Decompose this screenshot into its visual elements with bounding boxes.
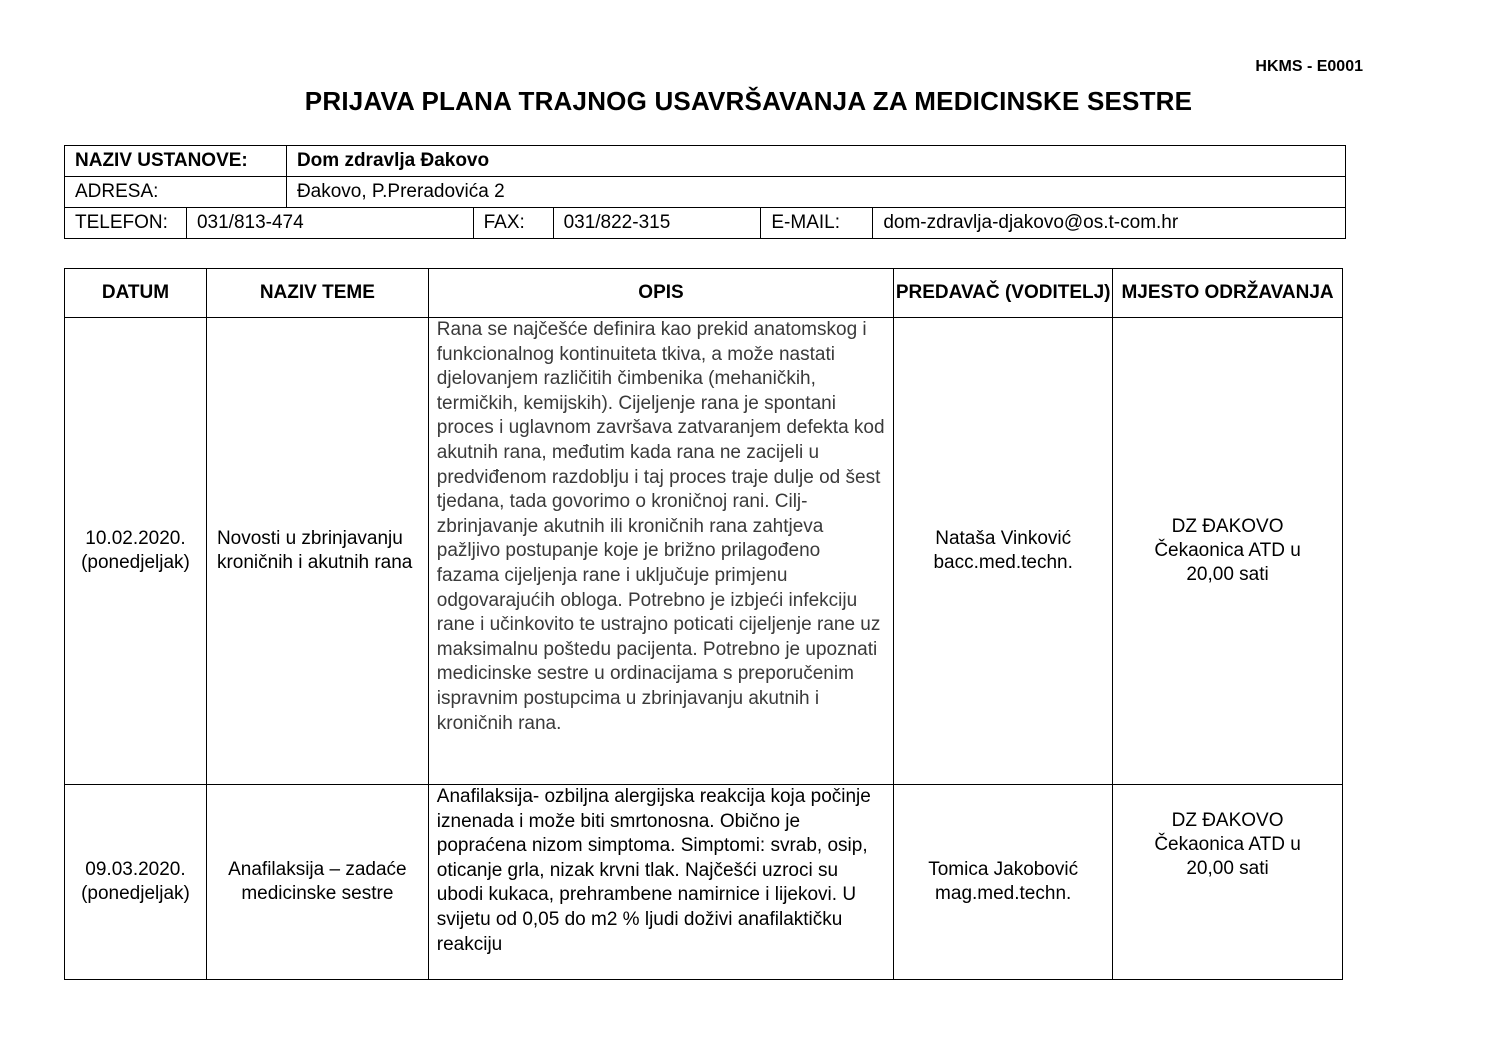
- place-cell: [1113, 785, 1343, 980]
- place-cell: [1113, 318, 1343, 785]
- fax-label: FAX:: [473, 208, 553, 239]
- description-cell: Rana se najčešće definira kao prekid anatomskog i funkcionalnog kontinuiteta tkiva, a može nastati djelovanjem različitih čimbenika (mehaničkih, termičkih, kemijskih). Cijeljenje rana je spontani proces i uglavnom završava zatvaranjem defekta kod akutnih rana, međutim kada rana ne zacijeli u predviđenom razdoblju i taj proces traje dulje od šest tjedana, tada govorimo o kroničnoj rani. Cilj- zbrinjavanje akutnih ili kroničnih rana zahtjeva pažljivo postupanje koje je brižno prilagođeno fazama cijeljenja rane i uključuje primjenu odgovarajućih obloga. Potrebno je izbjeći infekciju rane i učinkovito te ustrajno poticati cijeljenje rane uz maksimalnu poštedu pacijenta. Potrebno je upoznati medicinske sestre u ordinacijama s preporučenim ispravnim postupcima u zbrinjavanju akutnih i kroničnih rana.: [428, 318, 893, 785]
- date-cell: [65, 318, 207, 785]
- institution-name-row: [65, 146, 1346, 177]
- weekday: (ponedjeljak): [81, 552, 190, 573]
- lecturer-name: Nataša Vinković: [935, 528, 1072, 549]
- institution-name-label: NAZIV USTANOVE:: [65, 146, 287, 177]
- training-plan-table: [64, 268, 1343, 980]
- place-line: 20,00 sati: [1186, 858, 1269, 879]
- document-code: HKMS - E0001: [1255, 58, 1363, 75]
- description-cell: Anafilaksija- ozbiljna alergijska reakcija koja počinje iznenada i može biti smrtonosna. Obično je popraćena nizom simptoma. Simptomi: svrab, osip, oticanje grla, nizak krvni tlak. Najčešći uzroci su ubodi kukaca, prehrambene namirnice i lijekovi. U svijetu od 0,05 do m2 % ljudi doživi anafilaktičku reakciju: [428, 785, 893, 980]
- place-line: DZ ĐAKOVO: [1171, 810, 1284, 831]
- lecturer-name: Tomica Jakobović: [928, 859, 1079, 880]
- email-label: E-MAIL:: [761, 208, 873, 239]
- date-cell: [65, 785, 207, 980]
- email-value: dom-zdravlja-djakovo@os.t-com.hr: [873, 208, 1346, 239]
- address-value: Đakovo, P.Preradovića 2: [286, 177, 1345, 208]
- date: 09.03.2020.: [85, 859, 186, 880]
- header-topic: NAZIV TEME: [206, 269, 428, 318]
- table-row: [65, 318, 1343, 785]
- table-row: [65, 785, 1343, 980]
- topic-cell: Anafilaksija – zadaće medicinske sestre: [206, 785, 428, 980]
- phone-value: 031/813-474: [186, 208, 473, 239]
- document-title: PRIJAVA PLANA TRAJNOG USAVRŠAVANJA ZA MEDICINSKE SESTRE: [304, 86, 1193, 116]
- place-line: 20,00 sati: [1186, 564, 1269, 585]
- topic-cell: Novosti u zbrinjavanju kroničnih i akutnih rana: [206, 318, 428, 785]
- lecturer-title: mag.med.techn.: [935, 883, 1072, 904]
- lecturer-title: bacc.med.techn.: [933, 552, 1073, 573]
- place-line: DZ ĐAKOVO: [1171, 516, 1284, 537]
- institution-address-row: [65, 177, 1346, 208]
- header-date: DATUM: [65, 269, 207, 318]
- header-lecturer: PREDAVAČ (VODITELJ): [894, 269, 1113, 318]
- institution-name-value: Dom zdravlja Đakovo: [286, 146, 1345, 177]
- weekday: (ponedjeljak): [81, 883, 190, 904]
- lecturer-cell: [894, 318, 1113, 785]
- place-line: Čekaonica ATD u: [1154, 540, 1301, 561]
- institution-table: [64, 145, 1346, 239]
- lecturer-cell: [894, 785, 1113, 980]
- address-label: ADRESA:: [65, 177, 287, 208]
- institution-contact-row: [65, 208, 1346, 239]
- phone-label: TELEFON:: [65, 208, 187, 239]
- header-place: MJESTO ODRŽAVANJA: [1113, 269, 1343, 318]
- date: 10.02.2020.: [85, 528, 186, 549]
- header-description: OPIS: [428, 269, 893, 318]
- table-header-row: [65, 269, 1343, 318]
- place-line: Čekaonica ATD u: [1154, 834, 1301, 855]
- fax-value: 031/822-315: [553, 208, 761, 239]
